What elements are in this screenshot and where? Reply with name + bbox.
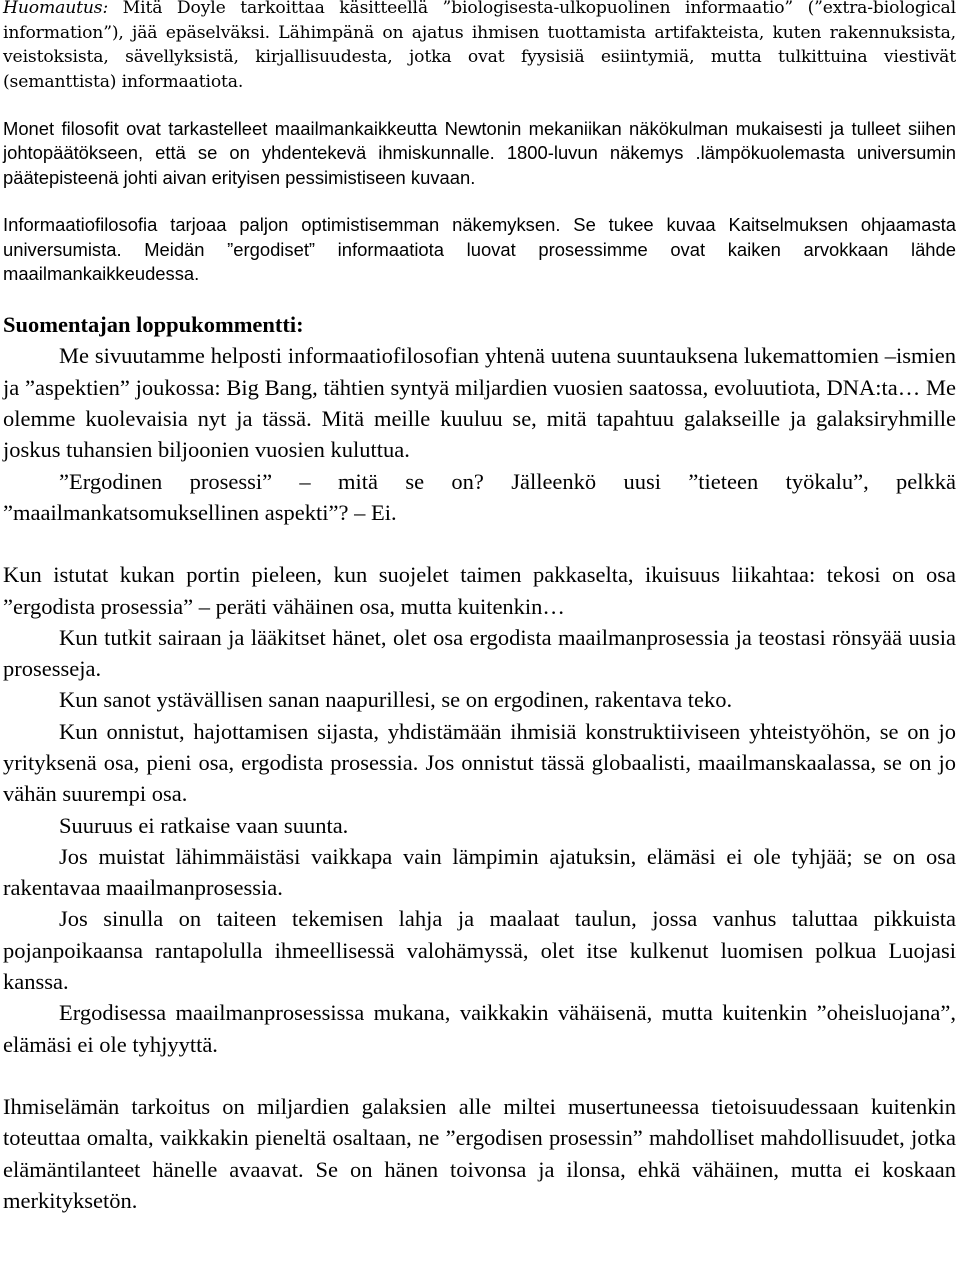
- commentary-paragraph-11: Ihmiselämän tarkoitus on miljardien galaksien alle miltei musertuneessa tietoisuudessaan kuitenkin toteuttaa omalta, vaikkakin pieneltä osaltaan, ne ”ergodisen prosessin” mahdolliset mahdollisuudet, jotka elämäntilanteet hänelle avaavat. Se on hänen toivonsa ja ilonsa, ehkä vähäinen, mutta ei koskaan merkityksetön.: [3, 1093, 956, 1213]
- commentary-heading: Suomentajan loppukommentti:: [3, 312, 304, 338]
- commentary-paragraph-2: ”Ergodinen prosessi” – mitä se on? Jälleenkö uusi ”tieteen työkalu”, pelkkä ”maailmankatsomuksellinen aspekti”? – Ei.: [3, 468, 956, 525]
- note-paragraph: [3, 0, 956, 94]
- commentary-paragraph-5: Kun sanot ystävällisen sanan naapurillesi, se on ergodinen, rakentava teko.: [59, 687, 733, 713]
- commentary-paragraph-8: Jos muistat lähimmäistäsi vaikkapa vain lämpimin ajatuksin, elämäsi ei ole tyhjää; se on osa rakentavaa maailmanprosessia.: [3, 843, 956, 901]
- commentary-paragraph-10: Ergodisessa maailmanprosessissa mukana, vaikkakin vähäisenä, mutta kuitenkin ”oheisluojana”, elämäsi ei ole tyhjyyttä.: [3, 1000, 956, 1057]
- commentary-paragraph-3: Kun istutat kukan portin pieleen, kun suojelet taimen pakkaselta, ikuisuus liikahtaa: tekosi on osa ”ergodista prosessia” – peräti vähäinen osa, mutta kuitenkin…: [3, 562, 956, 619]
- commentary-paragraph-6: Kun onnistut, hajottamisen sijasta, yhdistämään ihmisiä konstruktiiviseen yhteistyöhön, se on jo yrityksenä osa, pieni osa, ergodista prosessia. Jos onnistut tässä globaalisti, maailmanskaalassa, se on jo vähän suurempi osa.: [3, 718, 956, 807]
- commentary-paragraph-9: Jos sinulla on taiteen tekemisen lahja ja maalaat taulun, jossa vanhus taluttaa pikkuista pojanpoikaansa rantapolulla ihmeellisessä valohämyssä, olet itse kulkenut luomisen polkua Luojasi kanssa.: [3, 906, 956, 995]
- information-philosophy-paragraph: Informaatiofilosofia tarjoaa paljon optimistisemman näkemyksen. Se tukee kuvaa Kaitselmuksen ohjaamasta universumista. Meidän ”ergodiset” informaatiota luovat prosessimme ovat kaiken arvokkaan lähde maailmankaikkeudessa.: [3, 214, 956, 285]
- commentary-paragraph-7: Suuruus ei ratkaise vaan suunta.: [59, 812, 349, 838]
- commentary-paragraph-1: Me sivuutamme helposti informaatiofilosofian yhtenä uutena suuntauksena lukemattomien –ismien ja ”aspektien” joukossa: Big Bang, tähtien syntyä miljardien vuosien saatossa, evoluutiota, DNA:ta… Me olemme kuolevaisia nyt ja tässä. Mitä meille kuuluu se, mitä tapahtuu galakseille ja galaksiryhmille joskus tuhansien biljoonien vuosien kuluttua.: [3, 343, 956, 463]
- commentary-paragraph-4: Kun tutkit sairaan ja lääkitset hänet, olet osa ergodista maailmanprosessia ja teostasi rönsyää uusia prosesseja.: [3, 624, 956, 682]
- newtonian-view-paragraph: Monet filosofit ovat tarkastelleet maailmankaikkeutta Newtonin mekaniikan näkökulman mukaisesti ja tulleet siihen johtopäätökseen, että se on yhdentekevä ihmiskunnalle. 1800-luvun näkemys .lämpökuolemasta universumin päätepisteenä johti aivan erityisen pessimistiseen kuvaan.: [3, 118, 956, 188]
- note-text: Mitä Doyle tarkoittaa käsitteellä ”biologisesta-ulkopuolinen informaatio” (”extra-biological information”), jää epäselväksi. Lähimpänä on ajatus ihmisen tuottamista artifakteista, kuten rakennuksista, veistoksista, sävellyksistä, kirjallisuudesta, jotka ovat fyysisiä esiintymiä, mutta tulkittuina viestivät (semanttista) informaatiota.: [3, 0, 956, 92]
- note-label: Huomautus:: [3, 0, 109, 18]
